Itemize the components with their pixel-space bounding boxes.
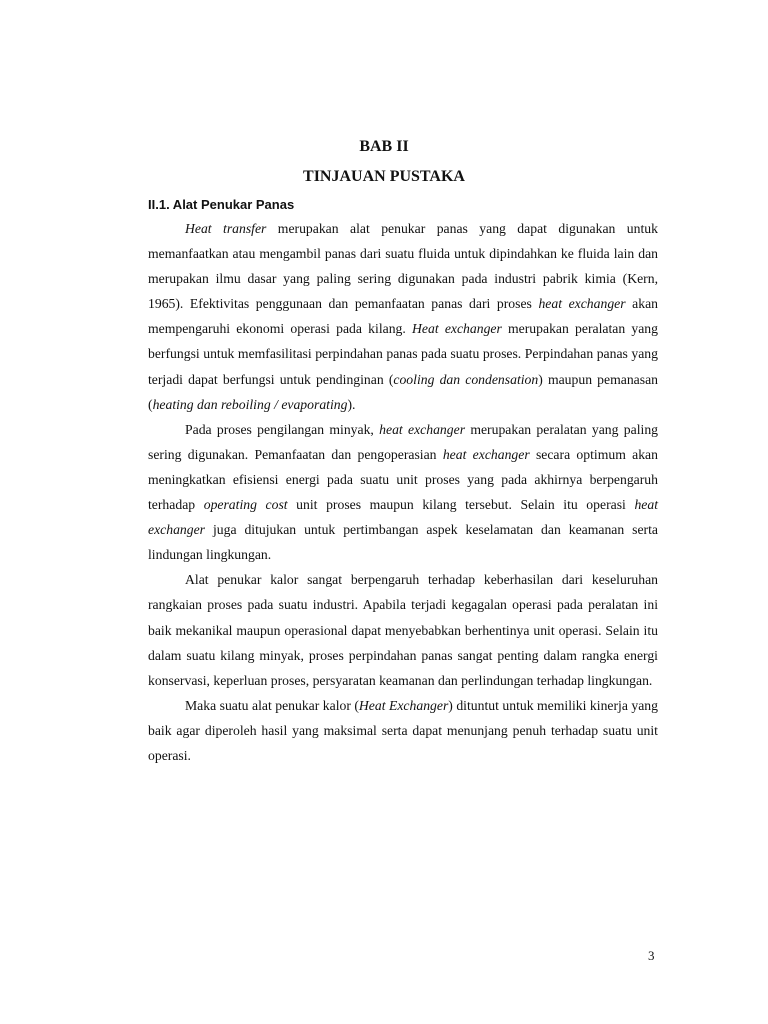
chapter-title: TINJAUAN PUSTAKA [303,168,465,185]
italic-term: heat exchanger [379,421,466,437]
text-run: secara optimum akan meningkatkan efisiensi energi pada suatu unit proses yang pada akhirnya berpengaruh terhadap [148,446,658,513]
text-run: Maka suatu alat penukar kalor ( [185,697,359,713]
italic-term: operating cost [203,497,288,513]
text-run: akan mempengaruhi ekonomi operasi pada kilang. [148,296,658,337]
paragraph-1 [148,216,658,417]
italic-term: heat exchanger [442,446,530,462]
italic-term: heat exchanger [148,497,659,538]
paragraph-4 [148,693,658,768]
text-run: Alat penukar kalor sangat berpengaruh terhadap keberhasilan dari keseluruhan rangkaian proses pada suatu industri. Apabila terjadi kegagalan operasi pada peralatan ini baik mekanikal maupun operasional dapat menyebabkan berhentinya unit operasi. Selain itu dalam suatu kilang minyak, proses perpindahan panas sangat penting dalam rangka energi konservasi, keperluan proses, persyaratan keamanan dan perlindungan terhadap lingkungan. [148,572,658,688]
chapter-number: BAB II [359,138,409,155]
text-run: ) maupun pemanasan ( [148,371,658,412]
text-run: merupakan peralatan yang berfungsi untuk memfasilitasi perpindahan panas pada suatu proses. Perpindahan panas yang terjadi dapat berfungsi untuk pendinginan ( [148,321,658,387]
text-run: juga ditujukan untuk pertimbangan aspek keselamatan dan keamanan serta lindungan lingkungan. [148,522,658,563]
italic-term: heat exchanger [538,296,626,312]
text-run: ) dituntut untuk memiliki kinerja yang baik agar diperoleh hasil yang maksimal serta dapat menunjang penuh terhadap suatu unit operasi. [148,697,658,763]
section-heading: II.1. Alat Penukar Panas [148,197,295,212]
text-run: Pada proses pengilangan minyak, [185,421,380,437]
italic-term: Heat Exchanger [358,697,449,713]
text-run: merupakan peralatan yang paling sering digunakan. Pemanfaatan dan pengoperasian [148,421,659,462]
text-run: merupakan alat penukar panas yang dapat digunakan untuk memanfaatkan atau mengambil panas dari suatu fluida untuk dipindahkan ke fluida lain dan merupakan ilmu dasar yang paling sering digunakan pada industri pabrik kimia (Kern, 1965). Efektivitas penggunaan dan pemanfaatan panas dari proses [148,221,658,312]
page-number: 3 [648,948,655,963]
body-text [148,216,658,768]
paragraph-2 [148,417,658,568]
italic-term: heating dan reboiling / evaporating [152,396,348,412]
italic-term: cooling dan condensation [393,371,539,387]
text-run: unit proses maupun kilang tersebut. Selain itu operasi [287,497,635,513]
italic-term: Heat exchanger [412,321,502,337]
italic-term: Heat transfer [185,221,267,236]
paragraph-3 [148,567,658,692]
text-run: ). [347,396,356,412]
